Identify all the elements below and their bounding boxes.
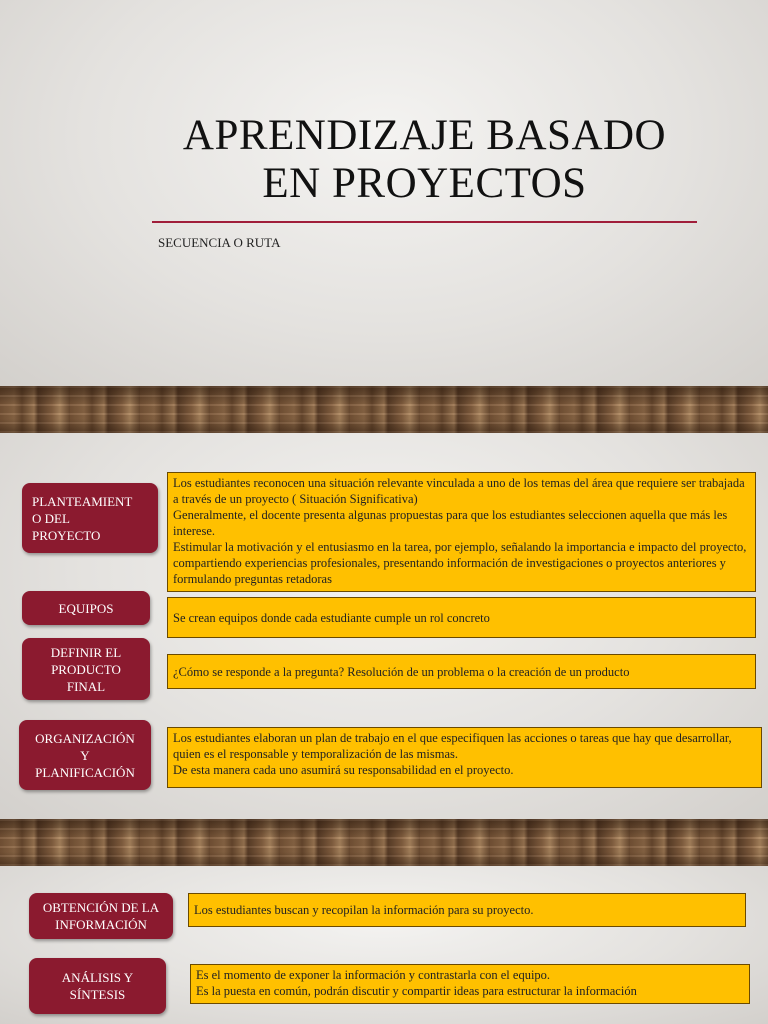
step-label-text: ANÁLISIS Y SÍNTESIS <box>61 970 134 1002</box>
step-description-analisis: Es el momento de exponer la información y contrastarla con el equipo. Es la puesta en común, podrán discutir y compartir ideas para estructurar la información <box>190 964 750 1004</box>
wood-floor <box>0 819 768 866</box>
step-label-analisis <box>29 958 166 1014</box>
step-label-text: ORGANIZACIÓN Y PLANIFICACIÓN <box>35 730 135 780</box>
step-label-text: OBTENCIÓN DE LA INFORMACIÓN <box>42 900 160 932</box>
slide-subtitle: SECUENCIA O RUTA <box>158 235 281 250</box>
title-underline <box>152 221 697 223</box>
slide-title <box>0 0 768 433</box>
step-label-obtencion <box>29 893 173 939</box>
step-label-text: PLANTEAMIENT O DEL PROYECTO <box>32 493 133 543</box>
step-description-equipos: Se crean equipos donde cada estudiante cumple un rol concreto <box>167 597 756 638</box>
slide-steps-2 <box>0 866 768 1024</box>
step-label-equipos <box>22 591 150 625</box>
step-label-organizacion <box>19 720 151 790</box>
step-label-text: EQUIPOS <box>58 600 114 616</box>
step-description-organizacion: Los estudiantes elaboran un plan de trabajo en el que especifiquen las acciones o tareas que hay que desarrollar, quien es el responsable y temporalización de las mismas. De esta manera cada uno asumirá su responsabilidad en el proyecto. <box>167 727 762 788</box>
slide-steps-1 <box>0 433 768 866</box>
step-description-producto-final: ¿Cómo se responde a la pregunta? Resolución de un problema o la creación de un producto <box>167 654 756 689</box>
step-description-obtencion: Los estudiantes buscan y recopilan la información para su proyecto. <box>188 893 746 927</box>
step-label-text: DEFINIR EL PRODUCTO FINAL <box>50 644 122 694</box>
wood-floor <box>0 386 768 433</box>
slide-title-heading: APRENDIZAJE BASADO EN PROYECTOS <box>182 112 667 207</box>
step-label-planteamiento <box>22 483 158 553</box>
step-label-producto-final <box>22 638 150 700</box>
step-description-planteamiento: Los estudiantes reconocen una situación relevante vinculada a uno de los temas del área que requiere ser trabajada a través de un proyecto ( Situación Significativa) Generalmente, el docente presenta algunas propuestas para que los estudiantes seleccionen aquella que más les interese. Estimular la motivación y el entusiasmo en la tarea, por ejemplo, señalando la importancia e impacto del proyecto, compartiendo experiencias profesionales, presentando información de investigaciones o proyectos anteriores y formulando preguntas retadoras <box>167 472 756 592</box>
